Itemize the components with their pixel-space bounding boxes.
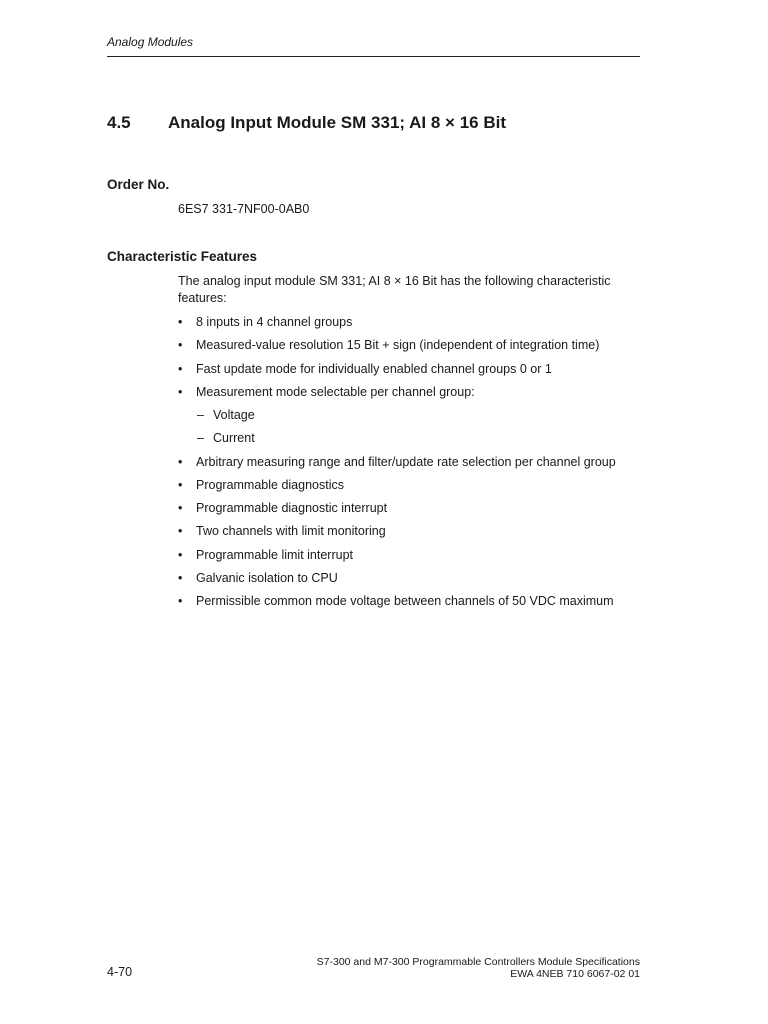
section-heading — [107, 113, 506, 133]
features-heading: Characteristic Features — [107, 249, 258, 264]
bullet-marker: • — [178, 315, 183, 329]
list-item — [178, 315, 640, 338]
list-item-text: Programmable diagnostics — [196, 477, 344, 492]
list-item — [178, 338, 640, 361]
bullet-marker: • — [178, 547, 183, 562]
list-item-text: Two channels with limit monitoring — [196, 524, 386, 539]
footer-document-info — [317, 956, 640, 980]
list-item-text: Fast update mode for individually enabled channel groups 0 or 1 — [196, 361, 552, 376]
bullet-marker: • — [178, 384, 183, 399]
list-item-text: Arbitrary measuring range and filter/update rate selection per channel group — [196, 454, 616, 469]
bullet-marker: • — [178, 570, 183, 585]
section-title: Analog Input Module SM 331; AI 8 × 16 Bit — [168, 113, 506, 132]
bullet-marker: • — [178, 501, 183, 515]
bullet-marker: • — [178, 338, 183, 353]
sub-list-item — [178, 408, 640, 431]
list-item — [178, 548, 640, 571]
list-item-text: Programmable diagnostic interrupt — [196, 501, 388, 515]
header-rule — [107, 56, 640, 57]
list-item — [178, 455, 640, 478]
footer-document-code: EWA 4NEB 710 6067-02 01 — [510, 968, 640, 980]
dash-marker: – — [197, 408, 204, 422]
list-item — [178, 524, 640, 547]
list-item-text: Measurement mode selectable per channel group: — [196, 384, 475, 399]
bullet-marker: • — [178, 361, 183, 376]
list-item — [178, 362, 640, 385]
features-list — [178, 315, 640, 617]
list-item-text: Galvanic isolation to CPU — [196, 570, 338, 585]
bullet-marker: • — [178, 594, 183, 608]
list-item-text: 8 inputs in 4 channel groups — [196, 315, 353, 329]
list-item-text: Measured-value resolution 15 Bit + sign (independent of integration time) — [196, 338, 600, 353]
list-item — [178, 571, 640, 594]
list-item-text: Current — [213, 431, 255, 446]
dash-marker: – — [197, 431, 204, 446]
list-item-text: Voltage — [213, 408, 255, 422]
bullet-marker: • — [178, 477, 183, 492]
list-item — [178, 478, 640, 501]
features-intro: The analog input module SM 331; AI 8 × 16 Bit has the following characteristic features: — [178, 274, 611, 305]
list-item — [178, 385, 640, 408]
list-item — [178, 501, 640, 524]
bullet-marker: • — [178, 524, 183, 539]
footer-document-title: S7-300 and M7-300 Programmable Controllers Module Specifications — [316, 956, 640, 968]
page-number: 4-70 — [107, 965, 133, 979]
list-item — [178, 594, 640, 617]
running-header: Analog Modules — [107, 35, 194, 49]
list-item-text: Programmable limit interrupt — [196, 547, 353, 562]
list-item-text: Permissible common mode voltage between channels of 50 VDC maximum — [196, 594, 614, 608]
order-number-heading: Order No. — [107, 177, 170, 192]
bullet-marker: • — [178, 454, 183, 469]
sub-list-item — [178, 431, 640, 454]
order-number-value: 6ES7 331-7NF00-0AB0 — [178, 202, 310, 216]
section-number: 4.5 — [107, 113, 131, 132]
